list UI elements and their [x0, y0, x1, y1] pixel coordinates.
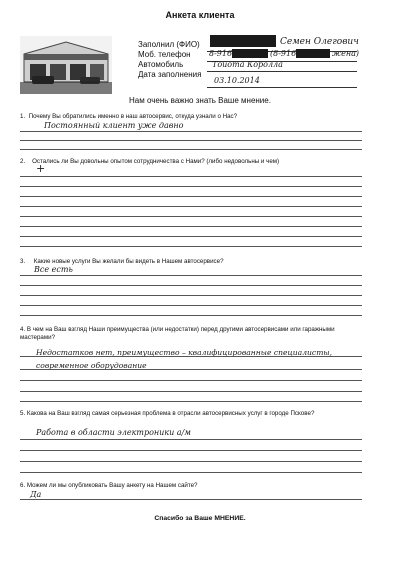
car-value: Тойота Королла: [212, 60, 283, 69]
answer-line: [20, 149, 362, 150]
phone-value-b: (8-916: [270, 49, 297, 58]
answer-line: [20, 295, 362, 296]
question-6: [20, 482, 360, 490]
question-5: [20, 410, 360, 418]
answer-line: [20, 391, 362, 392]
answer-line: [20, 226, 362, 227]
question-number: 5.: [20, 410, 26, 417]
answer-3: Все есть: [34, 265, 73, 274]
question-text: Почему Вы обратились именно в наш автосервис, откуда узнали о Нас?: [28, 113, 238, 120]
redacted-fio: [210, 35, 276, 47]
question-text: Остались ли Вы довольны опытом сотрудничества с Нами? (либо недовольны и чем): [32, 158, 280, 165]
date-value: 03.10.2014: [214, 76, 260, 85]
redacted-phone-2: [296, 49, 330, 58]
answer-line: [20, 176, 362, 177]
answer-line: [20, 131, 362, 132]
answer-line: [20, 380, 362, 381]
answer-line: [20, 461, 362, 462]
answer-line: [20, 285, 362, 286]
question-number: 1.: [20, 113, 26, 120]
car-line: [207, 71, 357, 72]
phone-value-a: 8-916: [209, 49, 233, 58]
question-number: 2.: [20, 158, 26, 165]
answer-line: [20, 236, 362, 237]
answer-line: [20, 356, 362, 357]
answer-line: [20, 206, 362, 207]
answer-line: [20, 450, 362, 451]
redacted-phone-1: [232, 49, 268, 58]
question-number: 3.: [20, 258, 26, 265]
service-building-photo: [20, 36, 112, 94]
answer-line: [20, 439, 362, 440]
question-text: В чем на Ваш взгляд Наши преимущества (или недостатки) перед другими автосервисами или гаражными мастерами?: [20, 326, 335, 341]
question-number: 6.: [20, 482, 26, 489]
question-1: [20, 113, 360, 121]
date-line: [207, 87, 357, 88]
answer-line: [20, 196, 362, 197]
car-label: Автомобиль: [138, 60, 184, 69]
phone-value-c: жена): [332, 49, 359, 58]
answer-1: Постоянный клиент уже давно: [44, 121, 184, 130]
answer-line: [20, 186, 362, 187]
answer-line: [20, 275, 362, 276]
question-text: Можем ли мы опубликовать Вашу анкету на Нашем сайте?: [26, 482, 198, 489]
date-label: Дата заполнения: [138, 70, 202, 79]
thank-you-footer: Спасибо за Ваше МНЕНИЕ.: [154, 515, 246, 522]
question-2: [20, 158, 360, 166]
phone-label: Моб. телефон: [138, 50, 191, 59]
answer-line: [20, 401, 362, 402]
answer-5: Работа в области электроники а/м: [36, 428, 191, 437]
subtitle: Нам очень важно знать Ваше мнение.: [129, 96, 271, 105]
question-number: 4.: [20, 326, 26, 333]
question-text: Какова на Ваш взгляд самая серьезная проблема в отрасли автосервисных услуг в городе Псковe?: [26, 410, 315, 417]
answer-6: Да: [30, 490, 42, 499]
answer-4: Недостатков нет, преимущество – квалифицированные специалисты, современное оборудование: [36, 348, 332, 370]
answer-line: [20, 369, 362, 370]
answer-line: [20, 140, 362, 141]
answer-line: [20, 246, 362, 247]
fio-value: Семен Олегович: [280, 37, 359, 47]
answer-line: [20, 315, 362, 316]
answer-line: [20, 499, 362, 500]
form-title: Анкета клиента: [165, 10, 235, 20]
answer-2: +: [36, 162, 46, 175]
question-text: Какие новые услуги Вы желали бы видеть в Нашем автосервисе?: [33, 258, 224, 265]
answer-line: [20, 216, 362, 217]
question-4: [20, 326, 360, 342]
answer-line: [20, 472, 362, 473]
answer-line: [20, 305, 362, 306]
fio-label: Заполнил (ФИО): [138, 40, 200, 49]
